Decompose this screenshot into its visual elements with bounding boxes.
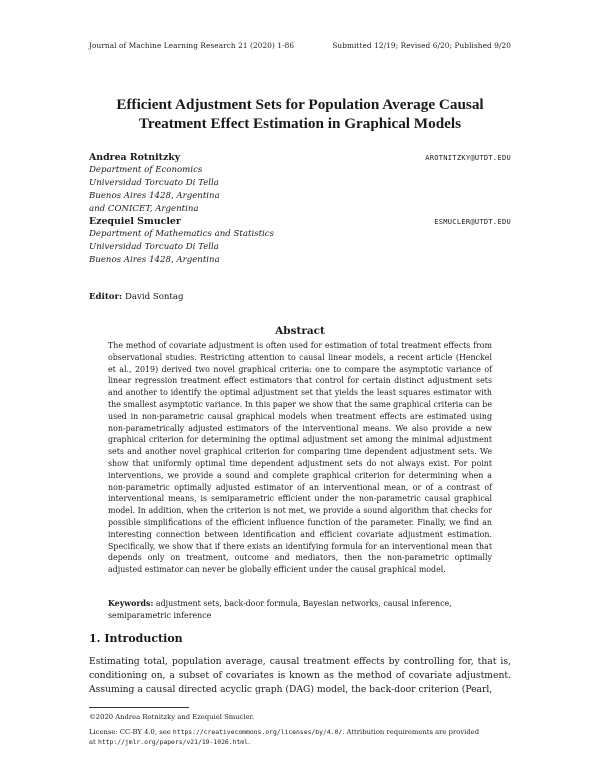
journal-header: Journal of Machine Learning Research 21 (2020) 1-86	[89, 41, 295, 50]
affiliation-line: Buenos Aires 1428, Argentina	[89, 255, 220, 265]
paper-link[interactable]: http://jmlr.org/papers/v21/19-1026.html	[97, 738, 249, 746]
title-line-2: Treatment Effect Estimation in Graphical Models	[138, 115, 462, 132]
publication-dates: Submitted 12/19; Revised 6/20; Published 9/20	[332, 41, 511, 50]
author-affiliation-1	[89, 164, 220, 216]
section-heading: 1. Introduction	[89, 632, 183, 645]
keywords	[108, 598, 492, 622]
author-email-1[interactable]: AROTNITZKY@UTDT.EDU	[425, 154, 511, 162]
author-name-2: Ezequiel Smucler	[89, 216, 181, 227]
copyright-notice: ©2020 Andrea Rotnitzky and Ezequiel Smucler.	[89, 713, 255, 721]
affiliation-line: Buenos Aires 1428, Argentina	[89, 191, 220, 201]
license-suffix: . Attribution requirements are provided	[342, 728, 480, 736]
affiliation-line: Department of Economics	[89, 165, 203, 175]
title-line-1: Efficient Adjustment Sets for Population Average Causal	[116, 96, 484, 113]
abstract-body: The method of covariate adjustment is often used for estimation of total treatment effects from observational studies. Restricting attention to causal linear models, a recent article (Henckel et al., 2019) derived two novel graphical criteria: one to compare the asymptotic variance of linear regression treatment effect estimators that control for certain distinct adjustment sets and another to identify the optimal adjustment set that yields the least squares estimator with the smallest asymptotic variance. In this paper we show that the same graphical criteria can be used in non-parametric causal graphical models when treatment effects are estimated using non-parametrically adjusted estimators of the interventional means. We also provide a new graphical criterion for determining the optimal adjustment set among the minimal adjustment sets and another novel graphical criterion for comparing time dependent adjustment sets. We show that uniformly optimal time dependent adjustment sets do not always exist. For point interventions, we provide a sound and complete graphical criterion for determining when a non-parametric optimally adjusted estimator of an interventional mean, or of a contrast of interventional means, is semiparametric efficient under the non-parametric causal graphical model. In addition, when the criterion is not met, we provide a sound algorithm that checks for possible simplifications of the efficient influence function of the parameter. Finally, we find an interesting connection between identification and efficient covariate adjustment estimation. Specifically, we show that if there exists an identifying formula for an interventional mean that depends only on treatment, outcome and mediators, then the non-parametric optimally adjusted estimator can never be globally efficient under the causal graphical model.	[108, 341, 492, 575]
abstract-heading: Abstract	[275, 325, 325, 337]
license-notice	[89, 727, 511, 747]
affiliation-line: and CONICET, Argentina	[89, 204, 199, 214]
affiliation-line: Universidad Torcuato Di Tella	[89, 242, 219, 252]
introduction-text: Estimating total, population average, causal treatment effects by controlling for, that is, conditioning on, a subset of covariates is known as the method of covariate adjustment. Assuming a causal directed acyclic graph (DAG) model, the back-door criterion (Pearl,	[89, 656, 511, 695]
license-prefix: License: CC-BY 4.0, see	[89, 728, 173, 736]
footnote-rule	[89, 707, 189, 708]
author-email-2[interactable]: ESMUCLER@UTDT.EDU	[434, 218, 511, 226]
affiliation-line: Universidad Torcuato Di Tella	[89, 178, 219, 188]
attribution-prefix: at	[89, 738, 98, 746]
editor-label: Editor:	[89, 292, 123, 302]
keywords-label: Keywords:	[108, 599, 154, 608]
attribution-suffix: .	[248, 738, 251, 746]
license-link[interactable]: https://creativecommons.org/licenses/by/4.0/	[172, 728, 343, 736]
keywords-text: adjustment sets, back-door formula, Bayesian networks, causal inference, semiparametric inference	[108, 599, 452, 620]
paper-title	[60, 95, 540, 133]
author-name-1: Andrea Rotnitzky	[89, 152, 181, 163]
editor-line	[89, 292, 184, 302]
author-affiliation-2	[89, 228, 274, 267]
editor-name: David Sontag	[124, 292, 184, 302]
affiliation-line: Department of Mathematics and Statistics	[89, 229, 275, 239]
